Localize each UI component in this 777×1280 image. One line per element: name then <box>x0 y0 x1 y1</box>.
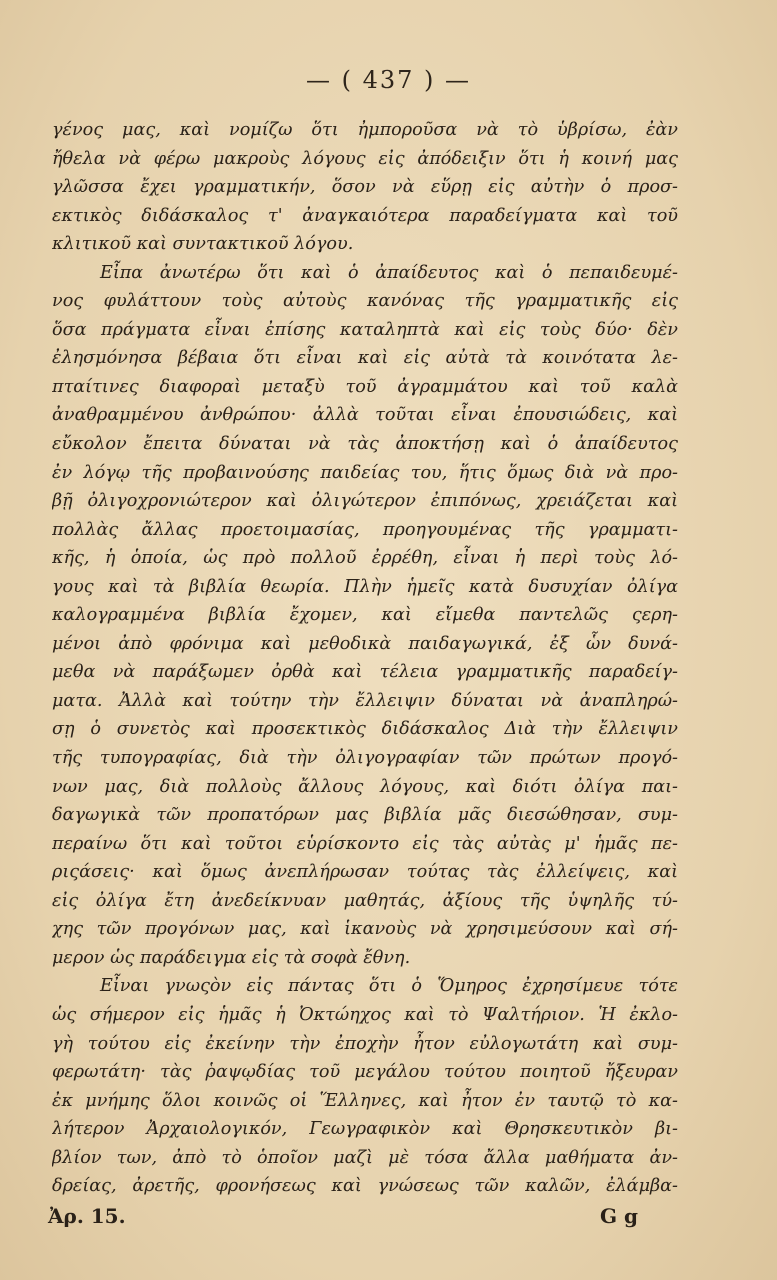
text-line: νος φυλάττουν τοὺς αὐτοὺς κανόνας τῆς γραμματικῆς εἰς <box>52 291 678 312</box>
text-line: καλογραμμένα βιβλία ἔχομεν, καὶ εἴμεθα παντελῶς ςερη- <box>52 605 678 626</box>
text-line: σῃ ὁ συνετὸς καὶ προσεκτικὸς διδάσκαλος Διὰ τὴν ἔλλειψιν <box>52 719 678 740</box>
text-line: βλίον των, ἀπὸ τὸ ὁποῖον μαζὶ μὲ τόσα ἄλλα μαθήματα ἀν- <box>52 1147 678 1168</box>
text-line: πταίτινες διαφοραὶ μεταξὺ τοῦ ἀγραμμάτου καὶ τοῦ καλὰ <box>52 376 678 397</box>
text-line: μερον ὡς παράδειγμα εἰς τὰ σοφὰ ἔθνη. <box>52 947 411 968</box>
text-line: νων μας, διὰ πολλοὺς ἄλλους λόγους, καὶ διότι ὀλίγα παι- <box>52 776 678 797</box>
text-line: περαίνω ὅτι καὶ τοῦτοι εὑρίσκοντο εἰς τὰς αὐτὰς μ' ἡμᾶς πε- <box>52 833 678 854</box>
text-line: ἐλησμόνησα βέβαια ὅτι εἶναι καὶ εἰς αὐτὰ τὰ κοινότατα λε- <box>52 348 678 369</box>
text-line: ἤθελα νὰ φέρω μακροὺς λόγους εἰς ἀπόδειξιν ὅτι ἡ κοινή μας <box>52 148 678 169</box>
text-line: ὅσα πράγματα εἶναι ἐπίσης καταληπτὰ καὶ εἰς τοὺς δύο· δὲν <box>52 319 678 340</box>
text-line: κῆς, ἡ ὁποία, ὡς πρὸ πολλοῦ ἐρρέθη, εἶναι ἡ περὶ τοὺς λό- <box>52 548 678 569</box>
text-line: εὔκολον ἔπειτα δύναται νὰ τὰς ἀποκτήσῃ καὶ ὁ ἀπαίδευτος <box>52 434 678 455</box>
text-line: εκτικὸς διδάσκαλος τ' ἀναγκαιότερα παραδείγματα καὶ τοῦ <box>52 205 678 226</box>
text-line: δρείας, ἀρετῆς, φρονήσεως καὶ γνώσεως τῶν καλῶν, ἐλάμβα- <box>52 1176 678 1197</box>
signature-mark: G g <box>599 1204 638 1228</box>
text-line: μένοι ἀπὸ φρόνιμα καὶ μεθοδικὰ παιδαγωγικά, ἐξ ὧν δυνά- <box>52 633 678 654</box>
body-text <box>52 116 678 1201</box>
text-line: κλιτικοῦ καὶ συντακτικοῦ λόγου. <box>52 234 354 255</box>
paragraph-start-line: Εἶναι γνωςὸν εἰς πάντας ὅτι ὁ Ὅμηρος ἐχρησίμευε τότε <box>100 976 678 997</box>
text-line: εἰς ὀλίγα ἔτη ἀνεδείκνυαν μαθητάς, ἀξίους τῆς ὑψηλῆς τύ- <box>52 890 678 911</box>
text-line: ριςάσεις· καὶ ὅμως ἀνεπλήρωσαν τούτας τὰς ἐλλείψεις, καὶ <box>52 862 678 883</box>
text-line: γους καὶ τὰ βιβλία θεωρία. Πλὴν ἡμεῖς κατὰ δυσυχίαν ὀλίγα <box>52 576 678 597</box>
text-line: γένος μας, καὶ νομίζω ὅτι ἠμποροῦσα νὰ τὸ ὑβρίσω, ἐὰν <box>52 120 678 140</box>
issue-number: Ἀρ. 15. <box>48 1204 126 1228</box>
text-line: φερωτάτη· τὰς ῥαψῳδίας τοῦ μεγάλου τούτου ποιητοῦ ἤξευραν <box>52 1062 678 1083</box>
text-line: χης τῶν προγόνων μας, καὶ ἱκανοὺς νὰ χρησιμεύσουν καὶ σή- <box>52 919 678 940</box>
paragraph-start-line: Εἶπα ἀνωτέρω ὅτι καὶ ὁ ἀπαίδευτος καὶ ὁ πεπαιδευμέ- <box>100 262 678 283</box>
text-line: λήτερον Ἀρχαιολογικόν, Γεωγραφικὸν καὶ Θρησκευτικὸν βι- <box>52 1119 678 1140</box>
text-line: μεθα νὰ παράξωμεν ὀρθὰ καὶ τέλεια γραμματικῆς παραδείγ- <box>52 662 678 683</box>
text-line: δαγωγικὰ τῶν προπατόρων μας βιβλία μᾶς διεσώθησαν, συμ- <box>52 805 678 826</box>
text-line: ὡς σήμερον εἰς ἡμᾶς ἡ Ὀκτώηχος καὶ τὸ Ψαλτήριον. Ἡ ἐκλο- <box>52 1004 678 1025</box>
text-line: γὴ τούτου εἰς ἐκείνην τὴν ἐποχὴν ἦτον εὐλογωτάτη καὶ συμ- <box>52 1033 678 1054</box>
text-line: ἐν λόγῳ τῆς προβαινούσης παιδείας του, ἥτις ὅμως διὰ νὰ προ- <box>52 462 678 483</box>
text-line: ἐκ μνήμης ὅλοι κοινῶς οἱ Ἕλληνες, καὶ ἦτον ἐν ταυτῷ τὸ κα- <box>52 1090 678 1111</box>
text-line: βῇ ὀλιγοχρονιώτερον καὶ ὀλιγώτερον ἐπιπόνως, χρειάζεται καὶ <box>52 491 678 512</box>
text-line: τῆς τυπογραφίας, διὰ τὴν ὀλιγογραφίαν τῶν πρώτων προγό- <box>52 748 678 769</box>
text-line: πολλὰς ἄλλας προετοιμασίας, προηγουμένας τῆς γραμματι- <box>52 519 678 540</box>
text-line: ματα. Ἀλλὰ καὶ τούτην τὴν ἔλλειψιν δύναται νὰ ἀναπληρώ- <box>52 690 678 711</box>
page-number: — ( 437 ) — <box>305 66 472 94</box>
text-line: γλῶσσα ἔχει γραμματικήν, ὅσον νὰ εὕρῃ εἰς αὐτὴν ὁ προσ- <box>52 177 678 198</box>
text-line: ἀναθραμμένου ἀνθρώπου· ἀλλὰ τοῦται εἶναι ἐπουσιώδεις, καὶ <box>52 405 678 426</box>
